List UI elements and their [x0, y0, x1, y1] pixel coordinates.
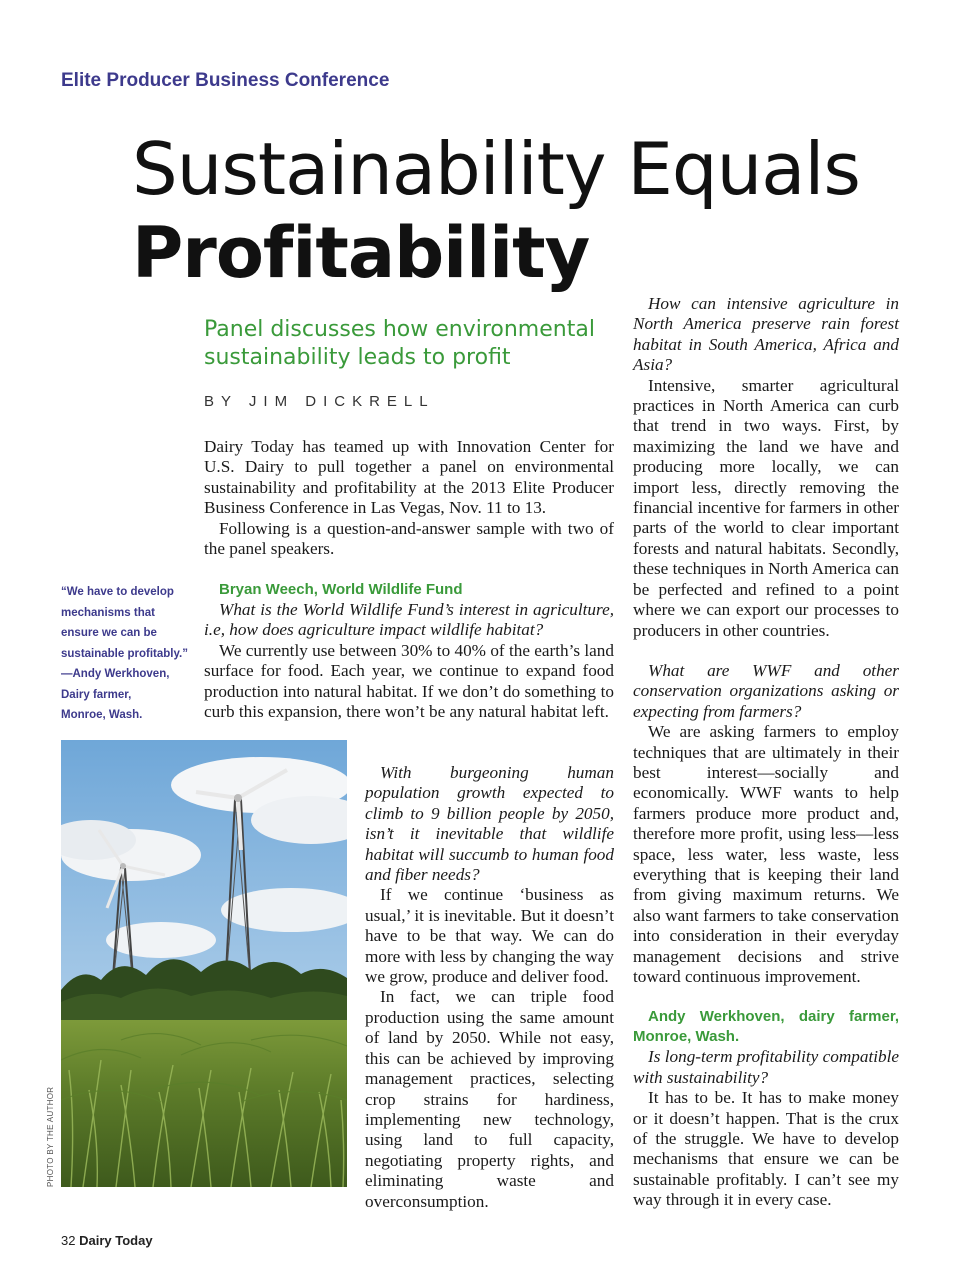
page-footer: [61, 1233, 153, 1248]
section-weech-narrow: [365, 763, 614, 1212]
page-number: 32: [61, 1233, 76, 1248]
pull-quote-text: “We have to develop mechanisms that ensure we can be sustainable profitably.”: [61, 586, 188, 660]
section-weech-wide: [204, 580, 614, 722]
article-title-line2: Profitability: [132, 212, 590, 294]
section-label: Elite Producer Business Conference: [61, 70, 390, 91]
answer-3: In fact, we can triple food production using the same amount of land by 2050. While not easy, this can be achieved by improving management practices, selecting crop strains for hardiness, implementing new technology, using land to full capacity, negotiating property rights, and eliminating waste and overconsumption.: [365, 987, 614, 1211]
question-3: How can intensive agriculture in North America preserve rain forest habitat in South America, Africa and Asia?: [633, 294, 899, 375]
answer-1: We currently use between 30% to 40% of the earth’s land surface for food. Each year, we continue to expand food production into natural habitat. If we don’t do something to curb this expansion, there won’t be any natural habitat left.: [204, 640, 614, 722]
question-1: What is the World Wildlife Fund’s interest in agriculture, i.e, how does agriculture impact wildlife habitat?: [204, 600, 614, 640]
speaker-heading-werkhoven: Andy Werkhoven, dairy farmer, Monroe, Wash.: [633, 1008, 899, 1046]
pull-quote-attribution-name: —Andy Werkhoven,: [61, 668, 170, 680]
pull-quote-attribution-place: Monroe, Wash.: [61, 709, 143, 721]
right-column: [633, 294, 899, 1211]
answer-6: It has to be. It has to make money or it doesn’t happen. That is the crux of the struggle. We have to develop mechanisms that ensure we can be sustainable profitably. I can’t see my way through it in every case.: [633, 1088, 899, 1210]
article-subtitle: Panel discusses how environmental sustainability leads to profit: [204, 317, 595, 370]
pull-quote-attribution-role: Dairy farmer,: [61, 688, 132, 701]
article-title-line1: Sustainability Equals: [132, 127, 860, 211]
intro-paragraph-1: Dairy Today has teamed up with Innovation Center for U.S. Dairy to pull together a panel on environmental sustainability and profitability at the 2013 Elite Producer Business Conference in Las Vegas, Nov. 11 to 13.: [204, 437, 614, 518]
photo-credit: PHOTO BY THE AUTHOR: [46, 1086, 55, 1187]
question-2: With burgeoning human population growth expected to climb to 9 billion people by 2050, isn’t it inevitable that wildlife habitat will succumb to human food and fiber needs?: [365, 763, 614, 885]
answer-4: Intensive, smarter agricultural practices in North America can curb that trend in two ways. First, by maximizing the land we have and producing more locally, we can import less, directly removing the financial incentive for farmers in other parts of the world to clear important forests and natural habitats. Secondly, these techniques in North America can be perfected and refined to a point where we can export our processes to producers in other countries.: [633, 375, 899, 640]
byline: BY JIM DICKRELL: [204, 393, 435, 410]
question-5: Is long-term profitability compatible with sustainability?: [633, 1047, 899, 1087]
question-4: What are WWF and other conservation organizations asking or expecting from farmers?: [633, 660, 899, 721]
pull-quote: [61, 582, 191, 726]
intro-paragraph-2: Following is a question-and-answer sample with two of the panel speakers.: [204, 518, 614, 559]
answer-5: We are asking farmers to employ techniques that are ultimately in their best interest—socially and economically. WWF wants to help farmers produce more product and, therefore more profit, using less—less space, less water, less waste, less everything that is keeping their land from giving maximum returns. We also want farmers to take conservation into consideration in their everyday management decisions and strive toward continuous improvement.: [633, 722, 899, 986]
speaker-heading-weech: Bryan Weech, World Wildlife Fund: [219, 581, 463, 598]
answer-2: If we continue ‘business as usual,’ it is inevitable. But it doesn’t have to be that way. We can do more with less by changing the way we grow, produce and deliver food.: [365, 885, 614, 987]
magazine-name: Dairy Today: [79, 1233, 153, 1248]
intro-block: [204, 437, 614, 559]
wind-turbine-photo: [61, 740, 347, 1187]
